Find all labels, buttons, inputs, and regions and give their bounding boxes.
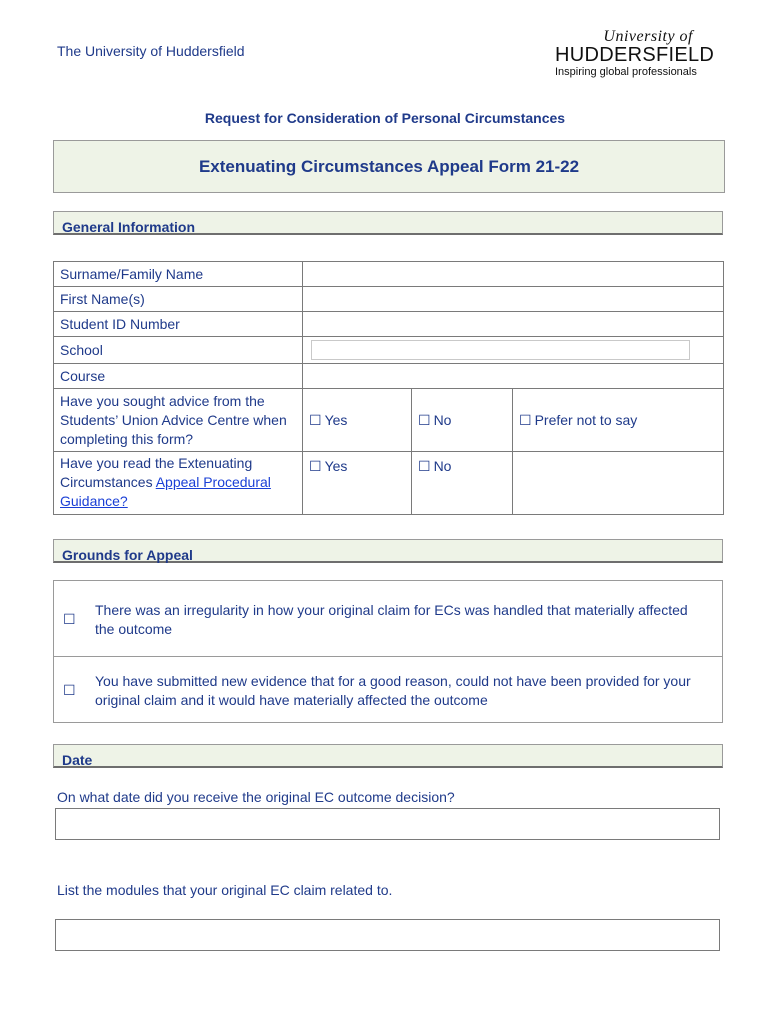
ground-2-text: You have submitted new evidence that for a good reason, could not have been provided for your original claim and it would have materially affected the outcome [95, 673, 691, 708]
guidance-yes-option[interactable] [303, 452, 412, 515]
advice-no-checkbox[interactable]: ☐ [418, 411, 431, 428]
student-id-field[interactable] [303, 312, 724, 337]
student-id-label: Student ID Number [54, 312, 303, 337]
section-date: Date [53, 744, 723, 768]
guidance-no-option[interactable] [412, 452, 513, 515]
date-answer-field[interactable] [55, 808, 720, 840]
logo-line-1: University of [603, 28, 693, 45]
guidance-question-text: Have you read the Extenuating Circumstances [60, 455, 253, 490]
guidance-empty-cell [513, 452, 724, 515]
ground-1-text: There was an irregularity in how your original claim for ECs was handled that materially affected the outcome [95, 602, 688, 637]
first-name-field[interactable] [303, 287, 724, 312]
surname-label: Surname/Family Name [54, 262, 303, 287]
advice-no-option[interactable] [412, 389, 513, 452]
section-grounds-for-appeal: Grounds for Appeal [53, 539, 723, 563]
grounds-box [53, 580, 723, 723]
advice-no-label: No [433, 411, 452, 428]
guidance-no-checkbox[interactable]: ☐ [418, 458, 431, 474]
advice-yes-label: Yes [324, 411, 348, 428]
modules-question: List the modules that your original EC claim related to. [57, 882, 393, 898]
advice-prefer-option[interactable] [513, 389, 724, 452]
general-information-table [53, 261, 724, 515]
guidance-question [54, 452, 303, 515]
advice-prefer-label: Prefer not to say [534, 411, 638, 428]
school-select[interactable] [311, 340, 690, 360]
advice-question: Have you sought advice from the Students’ Union Advice Centre when completing this form? [54, 389, 303, 452]
course-label: Course [54, 364, 303, 389]
university-logo [555, 28, 725, 78]
guidance-yes-checkbox[interactable]: ☐ [309, 458, 322, 474]
logo-tagline: Inspiring global professionals [555, 66, 697, 78]
grounds-divider [54, 656, 722, 657]
guidance-link[interactable]: Appeal Procedural Guidance? [60, 474, 271, 509]
advice-prefer-checkbox[interactable]: ☐ [519, 411, 532, 428]
modules-answer-field[interactable] [55, 919, 720, 951]
course-field[interactable] [303, 364, 724, 389]
form-title: Extenuating Circumstances Appeal Form 21-22 [53, 140, 725, 193]
school-cell [303, 337, 724, 364]
school-label: School [54, 337, 303, 364]
ground-1-checkbox[interactable]: ☐ [63, 611, 76, 627]
institution-name: The University of Huddersfield [57, 43, 245, 59]
logo-line-2: HUDDERSFIELD [555, 44, 715, 66]
guidance-yes-label: Yes [324, 458, 348, 474]
ground-2-checkbox[interactable]: ☐ [63, 682, 76, 698]
guidance-no-label: No [433, 458, 452, 474]
advice-yes-checkbox[interactable]: ☐ [309, 411, 322, 428]
form-subtitle: Request for Consideration of Personal Circumstances [204, 110, 566, 126]
section-general-information: General Information [53, 211, 723, 235]
date-question: On what date did you receive the original EC outcome decision? [57, 789, 455, 805]
first-name-label: First Name(s) [54, 287, 303, 312]
surname-field[interactable] [303, 262, 724, 287]
advice-yes-option[interactable] [303, 389, 412, 452]
